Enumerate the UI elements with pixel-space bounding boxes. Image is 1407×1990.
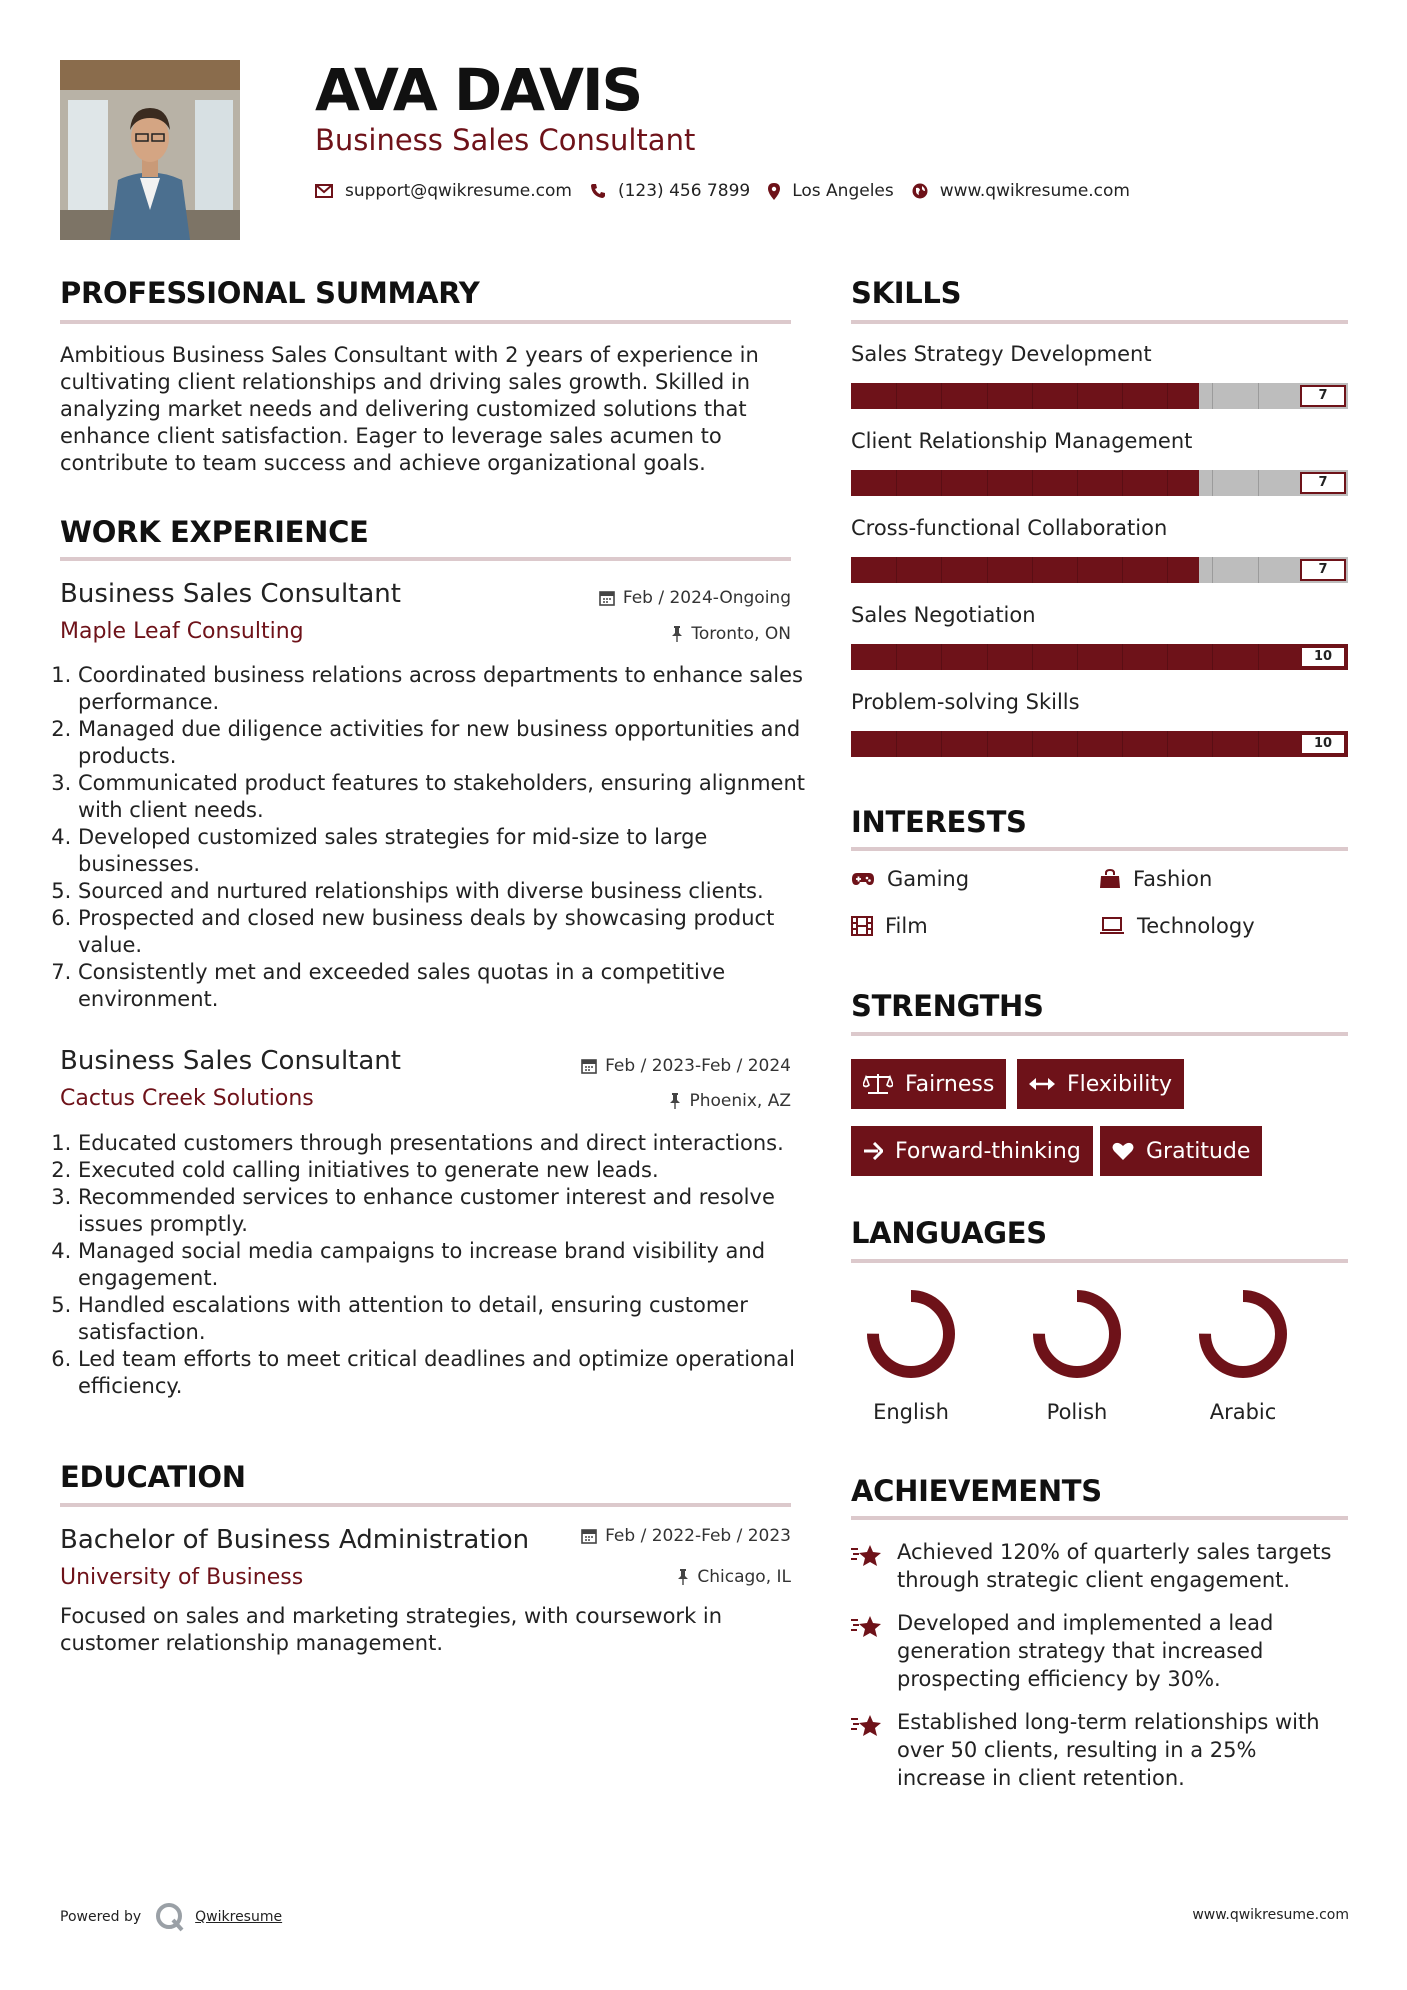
interest-film (851, 914, 928, 938)
skill-bar-segment (1077, 644, 1078, 670)
company-name: Cactus Creek Solutions (60, 1086, 314, 1111)
education-date-text: Feb / 2022-Feb / 2023 (605, 1526, 791, 1546)
skill-bar-segment (1258, 383, 1259, 409)
skill-bar (851, 557, 1348, 583)
interest-gaming (851, 867, 969, 891)
pushpin-icon (677, 1569, 689, 1585)
skill-bar-segment (1167, 383, 1168, 409)
skill-bar-segment (1122, 470, 1123, 496)
job-location (671, 624, 791, 644)
skill-name: Client Relationship Management (851, 429, 1193, 453)
skill-value-badge: 10 (1300, 646, 1346, 668)
achievement-item (851, 1609, 1341, 1693)
skill-bar-segment (1167, 644, 1168, 670)
skill-bar-segment (1122, 383, 1123, 409)
globe-icon (912, 183, 928, 199)
interests-heading: INTERESTS (851, 805, 1027, 839)
skill-bar-segment (1212, 644, 1213, 670)
job-title: Business Sales Consultant (60, 1046, 401, 1076)
skill-bar-segment (1077, 383, 1078, 409)
skill-bar-fill (851, 731, 1348, 757)
language-level-arc (1039, 1296, 1115, 1372)
website-text: www.qwikresume.com (939, 181, 1130, 201)
pushpin-icon (669, 1093, 681, 1109)
education-divider (60, 1503, 791, 1507)
school-name: University of Business (60, 1565, 304, 1590)
list-item: 6. Prospected and closed new business deals by showcasing product value. (78, 905, 811, 959)
skill-bar-segment (896, 731, 897, 757)
skill-bar-segment (987, 731, 988, 757)
education-location-text: Chicago, IL (697, 1567, 791, 1587)
candidate-name: AVA DAVIS (315, 56, 642, 124)
balance-scale-icon (863, 1073, 893, 1095)
summary-heading: PROFESSIONAL SUMMARY (60, 276, 480, 310)
skill-bar-fill (851, 644, 1348, 670)
contact-phone[interactable] (590, 181, 750, 201)
education-location (677, 1567, 791, 1587)
skill-bar (851, 731, 1348, 757)
achievement-item (851, 1708, 1341, 1792)
skill-bar-segment (1258, 470, 1259, 496)
star-icon (851, 1544, 883, 1568)
skill-bar-segment (1167, 731, 1168, 757)
list-item: 4. Developed customized sales strategies for mid-size to large businesses. (78, 824, 811, 878)
skill-bar-segment (896, 470, 897, 496)
arrows-horizontal-icon (1029, 1077, 1055, 1091)
skill-bar-segment (941, 383, 942, 409)
job-location-text: Phoenix, AZ (689, 1091, 791, 1111)
skill-bar-segment (941, 557, 942, 583)
skill-bar-segment (1077, 470, 1078, 496)
skill-bar-segment (1212, 557, 1213, 583)
interest-label: Fashion (1133, 867, 1213, 891)
skill-bar-segment (1032, 383, 1033, 409)
contact-location (768, 181, 894, 201)
job-bullets (60, 662, 811, 1013)
languages-heading: LANGUAGES (851, 1216, 1047, 1250)
education-description: Focused on sales and marketing strategies, with coursework in customer relationship management. (60, 1604, 723, 1655)
interest-label: Gaming (887, 867, 970, 891)
strength-label: Flexibility (1067, 1071, 1172, 1097)
arrow-right-icon (863, 1142, 883, 1160)
laptop-icon (1099, 917, 1125, 935)
film-icon (851, 916, 873, 936)
skill-bar (851, 644, 1348, 670)
achievement-item (851, 1538, 1341, 1594)
pushpin-icon (671, 626, 683, 642)
phone-text: (123) 456 7899 (617, 181, 751, 201)
skill-bar-segment (896, 383, 897, 409)
language-ring (1168, 1286, 1318, 1386)
email-text: support@qwikresume.com (345, 181, 572, 201)
profile-photo (60, 60, 240, 240)
skill-bar-segment (1258, 731, 1259, 757)
achievement-text: Developed and implemented a lead generation strategy that increased prospecting efficiency by 30%. (897, 1611, 1274, 1691)
list-item: 2. Managed due diligence activities for new business opportunities and products. (78, 716, 811, 770)
languages-divider (851, 1259, 1348, 1263)
skill-bar-fill (851, 557, 1199, 583)
job-date (581, 1056, 791, 1076)
job-title: Business Sales Consultant (60, 579, 401, 609)
list-item: 6. Led team efforts to meet critical deadlines and optimize operational efficiency. (78, 1346, 811, 1400)
company-name: Maple Leaf Consulting (60, 619, 304, 644)
interest-label: Film (885, 914, 928, 938)
skill-bar-segment (987, 644, 988, 670)
job-date-text: Feb / 2024-Ongoing (622, 588, 791, 608)
skill-name: Sales Strategy Development (851, 342, 1152, 366)
qwikresume-logo-icon (155, 1902, 185, 1932)
skill-bar-segment (1258, 644, 1259, 670)
skill-bar-segment (1167, 557, 1168, 583)
skill-bar-segment (896, 644, 897, 670)
skill-bar-segment (1122, 644, 1123, 670)
language-label: English (873, 1400, 949, 1424)
list-item: 5. Handled escalations with attention to detail, ensuring customer satisfaction. (78, 1292, 811, 1346)
job-date-text: Feb / 2023-Feb / 2024 (605, 1056, 791, 1076)
gamepad-icon (851, 871, 875, 887)
skill-bar-segment (1212, 731, 1213, 757)
interest-fashion (1099, 867, 1212, 891)
strength-chip (1100, 1126, 1262, 1176)
skill-bar-segment (1077, 731, 1078, 757)
map-pin-icon (768, 183, 780, 200)
degree-title: Bachelor of Business Administration (60, 1525, 530, 1555)
skill-bar-segment (1032, 644, 1033, 670)
skill-bar-segment (1122, 557, 1123, 583)
skill-bar (851, 383, 1348, 409)
skills-divider (851, 320, 1348, 324)
list-item: 5. Sourced and nurtured relationships with diverse business clients. (78, 878, 811, 905)
language-ring (1002, 1286, 1152, 1386)
summary-text: Ambitious Business Sales Consultant with 2 years of experience in cultivating client relationships and driving sales growth. Skilled in analyzing market needs and delivering customized solutions that enhance client satisfaction. Eager to leverage sales acumen to contribute to team success and achieve organizational goals. (60, 343, 759, 475)
candidate-title: Business Sales Consultant (315, 123, 696, 157)
skill-bar-segment (987, 557, 988, 583)
list-item: 3. Communicated product features to stakeholders, ensuring alignment with client needs. (78, 770, 811, 824)
language-label: Arabic (1209, 1400, 1277, 1424)
star-icon (851, 1615, 883, 1639)
education-heading: EDUCATION (60, 1460, 246, 1494)
achievements-divider (851, 1516, 1348, 1520)
skill-value-badge: 7 (1300, 472, 1346, 494)
phone-icon (590, 183, 606, 199)
skill-bar-fill (851, 383, 1199, 409)
skill-bar-segment (1032, 470, 1033, 496)
skill-bar-segment (1032, 731, 1033, 757)
list-item: 2. Executed cold calling initiatives to generate new leads. (78, 1157, 811, 1184)
language-ring (836, 1286, 986, 1386)
skills-heading: SKILLS (851, 276, 962, 310)
strength-label: Gratitude (1146, 1138, 1251, 1164)
language-label: Polish (1046, 1400, 1108, 1424)
achievement-text: Achieved 120% of quarterly sales targets through strategic client engagement. (897, 1540, 1332, 1592)
footer-powered-by (60, 1902, 282, 1932)
skill-value-badge: 7 (1300, 559, 1346, 581)
calendar-icon (599, 590, 615, 606)
language-level-arc (1205, 1296, 1281, 1372)
job-location-text: Toronto, ON (691, 624, 791, 644)
star-icon (851, 1714, 883, 1738)
location-text: Los Angeles (792, 181, 894, 201)
skill-value-badge: 10 (1300, 733, 1346, 755)
interests-divider (851, 847, 1348, 851)
calendar-icon (581, 1058, 597, 1074)
summary-divider (60, 320, 791, 324)
handbag-icon (1099, 869, 1121, 889)
experience-divider (60, 557, 791, 561)
strength-chip (1017, 1059, 1184, 1109)
skill-bar-segment (1212, 383, 1213, 409)
skill-value-badge: 7 (1300, 385, 1346, 407)
list-item: 7. Consistently met and exceeded sales quotas in a competitive environment. (78, 959, 811, 1013)
job-date (599, 588, 791, 608)
strengths-divider (851, 1032, 1348, 1036)
list-item: 3. Recommended services to enhance customer interest and resolve issues promptly. (78, 1184, 811, 1238)
strength-label: Fairness (905, 1071, 995, 1097)
experience-heading: WORK EXPERIENCE (60, 515, 369, 549)
brand-link[interactable]: Qwikresume (195, 1909, 283, 1925)
skill-bar-segment (1212, 470, 1213, 496)
skill-bar-segment (896, 557, 897, 583)
contact-bar (315, 178, 1148, 204)
interest-label: Technology (1137, 914, 1255, 938)
contact-website[interactable] (912, 181, 1130, 201)
skill-bar-segment (941, 644, 942, 670)
skill-bar-segment (1077, 557, 1078, 583)
job-location (669, 1091, 791, 1111)
powered-by-text: Powered by (60, 1909, 142, 1925)
skill-name: Problem-solving Skills (851, 690, 1080, 714)
strength-label: Forward-thinking (895, 1138, 1081, 1164)
envelope-icon (315, 184, 333, 198)
strength-chip (851, 1059, 1006, 1109)
skill-name: Sales Negotiation (851, 603, 1036, 627)
achievements-heading: ACHIEVEMENTS (851, 1474, 1102, 1508)
skill-bar-fill (851, 470, 1199, 496)
achievement-text: Established long-term relationships with over 50 clients, resulting in a 25% increase in client retention. (897, 1710, 1320, 1790)
interest-technology (1099, 914, 1255, 938)
heart-icon (1112, 1141, 1134, 1161)
language-level-arc (873, 1296, 949, 1372)
job-bullets (60, 1130, 811, 1400)
skill-bar-segment (941, 470, 942, 496)
education-date (581, 1526, 791, 1546)
skill-bar-segment (1032, 557, 1033, 583)
skill-bar-segment (1167, 470, 1168, 496)
skill-bar-segment (941, 731, 942, 757)
calendar-icon (581, 1528, 597, 1544)
skill-bar-segment (987, 383, 988, 409)
list-item: 1. Coordinated business relations across departments to enhance sales performance. (78, 662, 811, 716)
list-item: 4. Managed social media campaigns to increase brand visibility and engagement. (78, 1238, 811, 1292)
skill-bar-segment (987, 470, 988, 496)
strengths-heading: STRENGTHS (851, 989, 1044, 1023)
skill-bar-segment (1122, 731, 1123, 757)
footer-website[interactable]: www.qwikresume.com (1192, 1907, 1349, 1923)
skill-bar (851, 470, 1348, 496)
skill-name: Cross-functional Collaboration (851, 516, 1168, 540)
list-item: 1. Educated customers through presentations and direct interactions. (78, 1130, 811, 1157)
contact-email[interactable] (315, 181, 572, 201)
strength-chip (851, 1126, 1093, 1176)
skill-bar-segment (1258, 557, 1259, 583)
